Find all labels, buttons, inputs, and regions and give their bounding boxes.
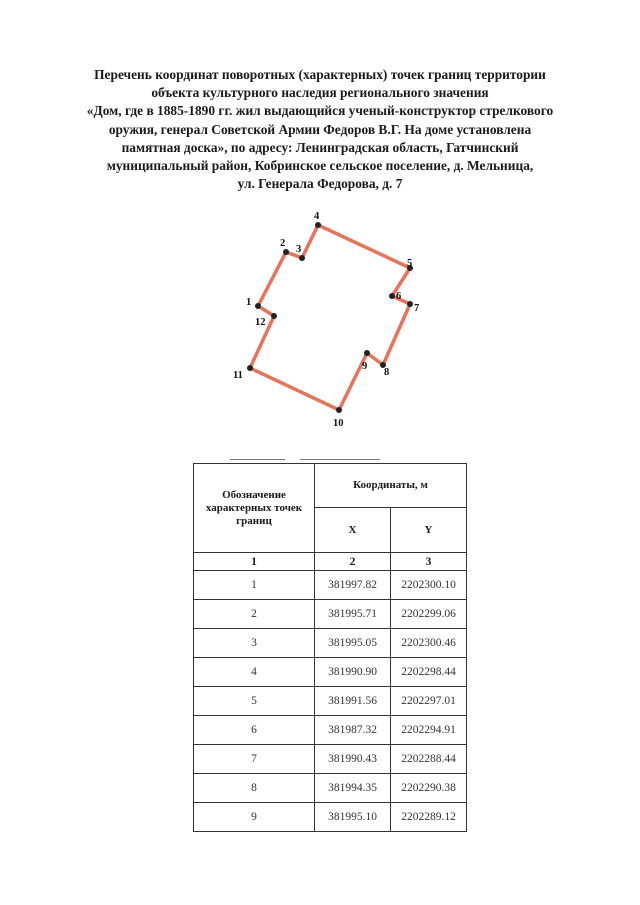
point-label: 4 [314,211,320,222]
col-point-header: Обозначение характерных точек границ [194,464,315,553]
table-row [194,629,467,658]
y-header: Y [391,508,467,553]
point-number: 3 [194,629,315,658]
boundary-point [247,365,253,371]
x-value: 381997.82 [315,571,391,600]
column-index: 2 [315,553,391,571]
point-number: 9 [194,803,315,832]
table-row [194,716,467,745]
title-line: Перечень координат поворотных (характерных) точек границ территории [94,67,546,82]
point-label: 10 [333,418,344,429]
boundary-point [407,301,413,307]
boundary-point [271,313,277,319]
x-header: X [315,508,391,553]
boundary-point [336,407,342,413]
y-value: 2202289.12 [391,803,467,832]
point-label: 3 [296,244,302,255]
scan-mark [300,459,380,460]
title-line: ул. Генерала Федорова, д. 7 [237,176,403,192]
y-value: 2202299.06 [391,600,467,629]
y-value: 2202298.44 [391,658,467,687]
table-row [194,745,467,774]
point-number: 4 [194,658,315,687]
x-value: 381995.05 [315,629,391,658]
table-row [194,571,467,600]
point-label: 7 [414,303,420,314]
boundary-plan [0,0,640,440]
x-value: 381987.32 [315,716,391,745]
y-value: 2202288.44 [391,745,467,774]
boundary-point [364,350,370,356]
title-line: памятная доска», по адресу: Ленинградская область, Гатчинский [121,139,519,155]
point-label: 5 [407,258,413,269]
point-label: 9 [362,361,368,372]
point-number: 6 [194,716,315,745]
point-number: 2 [194,600,315,629]
table-row [194,803,467,832]
coordinates-table-wrap [193,463,467,832]
coordinates-table [193,463,467,832]
point-label: 2 [280,238,286,249]
y-value: 2202297.01 [391,687,467,716]
table-row [194,687,467,716]
column-index: 3 [391,553,467,571]
scan-mark [230,459,285,460]
coords-header: Координаты, м [315,464,467,508]
table-row [194,774,467,803]
boundary-point [315,222,321,228]
x-value: 381991.56 [315,687,391,716]
title-line: оружия, генерал Советской Армии Федоров В.Г. На доме установлена [108,121,532,137]
x-value: 381995.10 [315,803,391,832]
title-line: «Дом, где в 1885-1890 гг. жил выдающийся ученый-конструктор стрелкового [86,103,554,119]
point-label: 8 [384,367,390,378]
column-index: 1 [194,553,315,571]
boundary-point [283,249,289,255]
y-value: 2202290.38 [391,774,467,803]
boundary-point [299,255,305,261]
x-value: 381994.35 [315,774,391,803]
y-value: 2202300.10 [391,571,467,600]
x-value: 381990.90 [315,658,391,687]
point-label: 1 [246,297,252,308]
point-number: 5 [194,687,315,716]
title-line: объекта культурного наследия регионального значения [151,85,489,101]
boundary-points [247,222,413,413]
x-value: 381995.71 [315,600,391,629]
boundary-point [389,293,395,299]
y-value: 2202300.46 [391,629,467,658]
point-number: 7 [194,745,315,774]
point-label: 11 [233,370,243,381]
point-label: 12 [255,317,266,328]
title-line: муниципальный район, Кобринское сельское поселение, д. Мельница, [106,158,534,174]
y-value: 2202294.91 [391,716,467,745]
point-number: 1 [194,571,315,600]
x-value: 381990.43 [315,745,391,774]
point-number: 8 [194,774,315,803]
boundary-point [255,303,261,309]
point-label: 6 [396,291,402,302]
table-row [194,600,467,629]
table-row [194,658,467,687]
